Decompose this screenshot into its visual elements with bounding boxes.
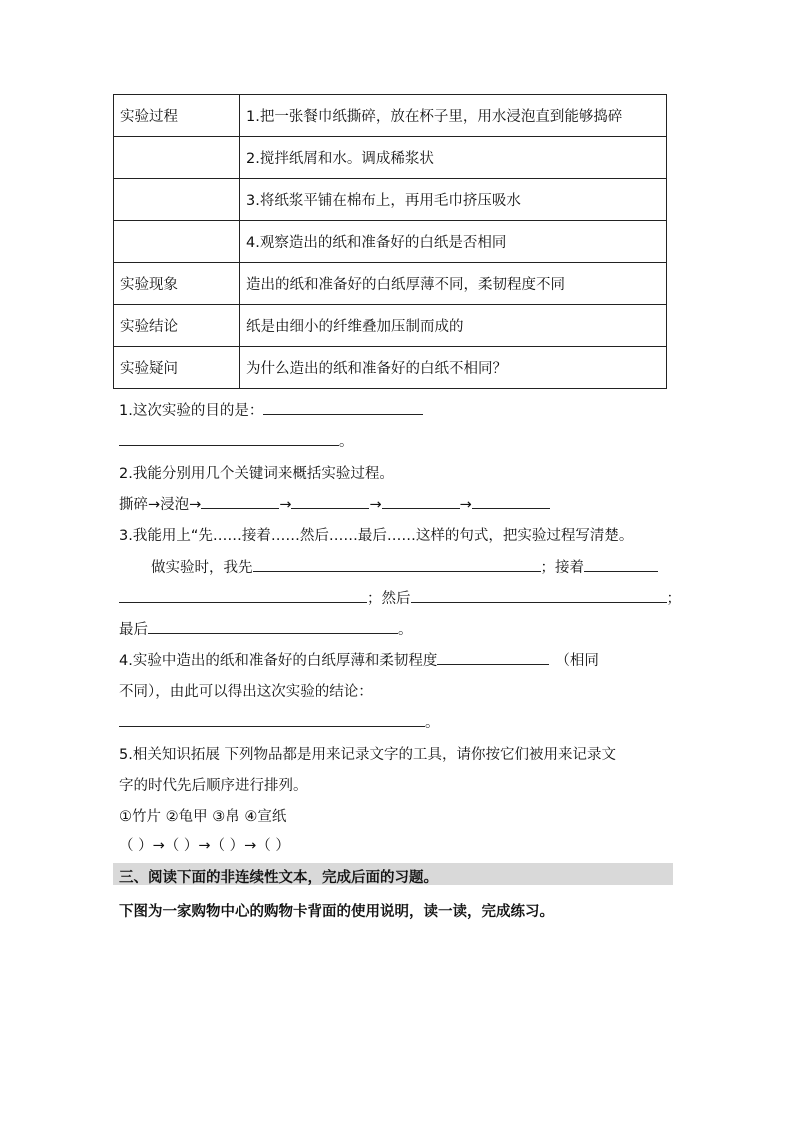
answer-blank[interactable]: [119, 712, 425, 727]
answer-blank[interactable]: [263, 400, 423, 415]
question-3: 3.我能用上“先……接着……然后……最后……这样的句式，把实验过程写清楚。: [119, 528, 634, 544]
table-row: [114, 179, 667, 221]
q3-first: 做实验时，我先: [151, 560, 253, 576]
answer-blank[interactable]: [119, 588, 367, 603]
q4-text: 4.实验中造出的纸和准备好的白纸厚薄和柔韧程度: [119, 653, 438, 669]
row-content: 纸是由细小的纤维叠加压制而成的: [240, 305, 667, 347]
question-4-answer: [119, 711, 440, 732]
q4-option: （相同: [555, 653, 599, 669]
row-label: 实验过程: [114, 95, 240, 137]
q3-then: ；然后: [367, 591, 411, 607]
row-label: 实验现象: [114, 263, 240, 305]
period: 。: [339, 434, 354, 450]
experiment-table: [113, 94, 667, 389]
row-label: [114, 179, 240, 221]
row-label: 实验结论: [114, 305, 240, 347]
question-5-items: ①竹片 ②龟甲 ③帛 ④宣纸: [119, 809, 287, 825]
section-intro: 下图为一家购物中心的购物卡背面的使用说明，读一读，完成练习。: [119, 904, 554, 920]
table-row: [114, 263, 667, 305]
table-row: [114, 347, 667, 389]
question-5: 5.相关知识拓展 下列物品都是用来记录文字的工具，请你按它们被用来记录文: [119, 747, 616, 763]
row-content: 1.把一张餐巾纸撕碎，放在杯子里，用水浸泡直到能够捣碎: [240, 95, 667, 137]
answer-blank[interactable]: [119, 431, 339, 446]
section-title: 三、阅读下面的非连续性文本，完成后面的习题。: [119, 870, 438, 886]
keyword-blank[interactable]: [291, 494, 369, 509]
row-label: [114, 137, 240, 179]
row-content: 4.观察造出的纸和准备好的白纸是否相同: [240, 221, 667, 263]
row-content: 3.将纸浆平铺在棉布上，再用毛巾挤压吸水: [240, 179, 667, 221]
row-content: 为什么造出的纸和准备好的白纸不相同？: [240, 347, 667, 389]
semicolon: ；: [666, 591, 681, 607]
question-2: 2.我能分别用几个关键词来概括实验过程。: [119, 466, 394, 482]
question-2-keywords: [119, 493, 550, 514]
period: 。: [398, 622, 413, 638]
arrow-icon: →: [459, 497, 472, 513]
row-content: 造出的纸和准备好的白纸厚薄不同，柔韧程度不同: [240, 263, 667, 305]
question-3-line-1: [151, 556, 658, 577]
keyword-start: 撕碎→浸泡→: [119, 497, 202, 513]
question-5-order[interactable]: （ ）→（ ）→（ ）→（ ）: [119, 838, 290, 854]
question-1-continued: [119, 430, 354, 451]
q3-last: 最后: [119, 622, 148, 638]
answer-blank[interactable]: [411, 588, 667, 603]
period: 。: [425, 715, 440, 731]
row-label: [114, 221, 240, 263]
row-label: 实验疑问: [114, 347, 240, 389]
answer-blank[interactable]: [584, 557, 658, 572]
question-3-line-2: [119, 587, 681, 608]
answer-blank[interactable]: [253, 557, 541, 572]
question-4: [119, 649, 599, 670]
q3-next: ；接着: [540, 560, 584, 576]
row-content: 2.搅拌纸屑和水。调成稀浆状: [240, 137, 667, 179]
keyword-blank[interactable]: [382, 494, 460, 509]
table-row: [114, 221, 667, 263]
table-row: [114, 305, 667, 347]
keyword-blank[interactable]: [201, 494, 279, 509]
keyword-blank[interactable]: [472, 494, 550, 509]
question-5-continued: 字的时代先后顺序进行排列。: [119, 778, 308, 794]
question-3-line-3: [119, 618, 413, 639]
answer-blank[interactable]: [437, 650, 549, 665]
arrow-icon: →: [369, 497, 382, 513]
arrow-icon: →: [279, 497, 292, 513]
table-row: [114, 137, 667, 179]
question-4-continued: 不同），由此可以得出这次实验的结论：: [119, 684, 373, 700]
answer-blank[interactable]: [148, 619, 398, 634]
table-row: [114, 95, 667, 137]
question-1-text: 1.这次实验的目的是：: [119, 403, 264, 419]
question-1: [119, 399, 423, 420]
